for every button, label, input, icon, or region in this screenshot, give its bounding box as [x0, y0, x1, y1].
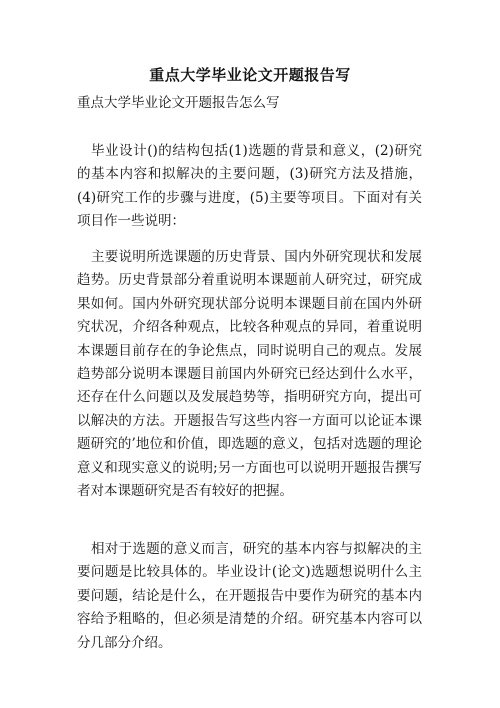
- paragraph-content: 相对于选题的意义而言，研究的基本内容与拟解决的主要问题是比较具体的。毕业设计(论文)选题想说明什么主要问题，结论是什么，在开题报告中要作为研究的基本内容给予粗略的，但必须是清楚的介绍。研究基本内容可以分几部分介绍。: [77, 541, 422, 651]
- paragraph-background: 主要说明所选课题的历史背景、国内外研究现状和发展趋势。历史背景部分着重说明本课题前人研究过，研究成果如何。国内外研究现状部分说明本课题目前在国内外研究状况，介绍各种观点，比较各种观点的异同，着重说明本课题目前存在的争论焦点，同时说明自己的观点。发展趋势部分说明本课题目前国内外研究已经达到什么水平，还存在什么问题以及发展趋势等，指明研究方向，提出可以解决的方法。开题报告写这些内容一方面可以论证本课题研究的’地位和价值，即选题的意义，包括对选题的理论意义和现实意义的说明;另一方面也可以说明开题报告撰写者对本课题研究是否有较好的把握。: [77, 249, 422, 500]
- document-title: 重点大学毕业论文开题报告写: [149, 66, 351, 84]
- paragraph-structure: 毕业设计()的结构包括(1)选题的背景和意义，(2)研究的基本内容和拟解决的主要问题，(3)研究方法及措施，(4)研究工作的步骤与进度，(5)主要等项目。下面对有关项目作一些说明：: [77, 143, 422, 230]
- document-subtitle: 重点大学毕业论文开题报告怎么写: [77, 95, 280, 111]
